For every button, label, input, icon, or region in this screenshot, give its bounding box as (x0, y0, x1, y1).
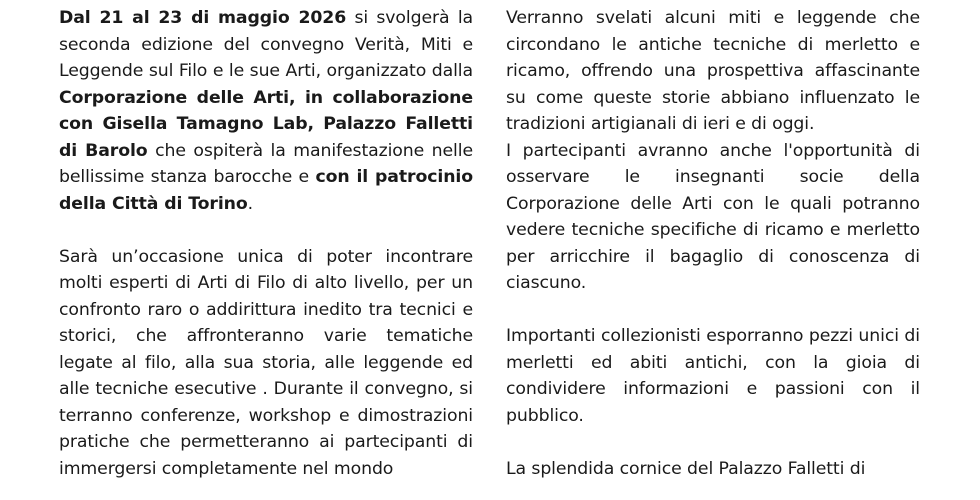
palazzo-paragraph: La splendida cornice del Palazzo Falletti di (506, 458, 866, 479)
intro-paragraph (59, 5, 473, 217)
intro-text-3: . (247, 193, 254, 214)
opportunity-paragraph: Sarà un’occasione unica di poter incontrare molti esperti di Arti di Filo di alto livello, per un confronto raro o addirittura inedito tra tecnici e storici, che affronteranno varie tematiche legate al filo, alla sua storia, alle leggende ed alle tecniche esecutive . Durante il convegno, si terranno conferenze, workshop e dimostrazioni pratiche che permetteranno ai partecipanti di immergersi completamente nel mondo (59, 246, 473, 479)
organizers: Corporazione delle Arti, in collaborazione con Gisella Tamagno Lab, Palazzo Falletti di Barolo (59, 87, 473, 161)
left-column (59, 5, 473, 482)
right-column (506, 5, 920, 482)
intro-text-1: si svolgerà la seconda edizione del convegno Verità, Miti e Leggende sul Filo e le sue Arti, organizzato dalla (59, 8, 474, 81)
participants-paragraph: I partecipanti avranno anche l'opportunità di osservare le insegnanti socie della Corporazione delle Arti con le quali potranno vedere tecniche specifiche di ricamo e merletto per arricchire il bagaglio di conoscenza di ciascuno. (506, 140, 920, 293)
event-dates: Dal 21 al 23 di maggio 2026 (59, 8, 347, 28)
intro-text-2: che ospiterà la manifestazione nelle bellissime stanza barocche e (59, 140, 473, 187)
patronage: con il patrocinio della Città di Torino (59, 167, 473, 214)
myths-paragraph: Verranno svelati alcuni miti e leggende che circondano le antiche tecniche di merletto e ricamo, offrendo una prospettiva affascinante su come queste storie abbiano influenzato le tradizioni artigianali di ieri e di oggi. (506, 8, 920, 134)
collectors-paragraph: Importanti collezionisti esporranno pezzi unici di merletti ed abiti antichi, con la gioia di condividere informazioni e passioni con il pubblico. (506, 326, 920, 426)
